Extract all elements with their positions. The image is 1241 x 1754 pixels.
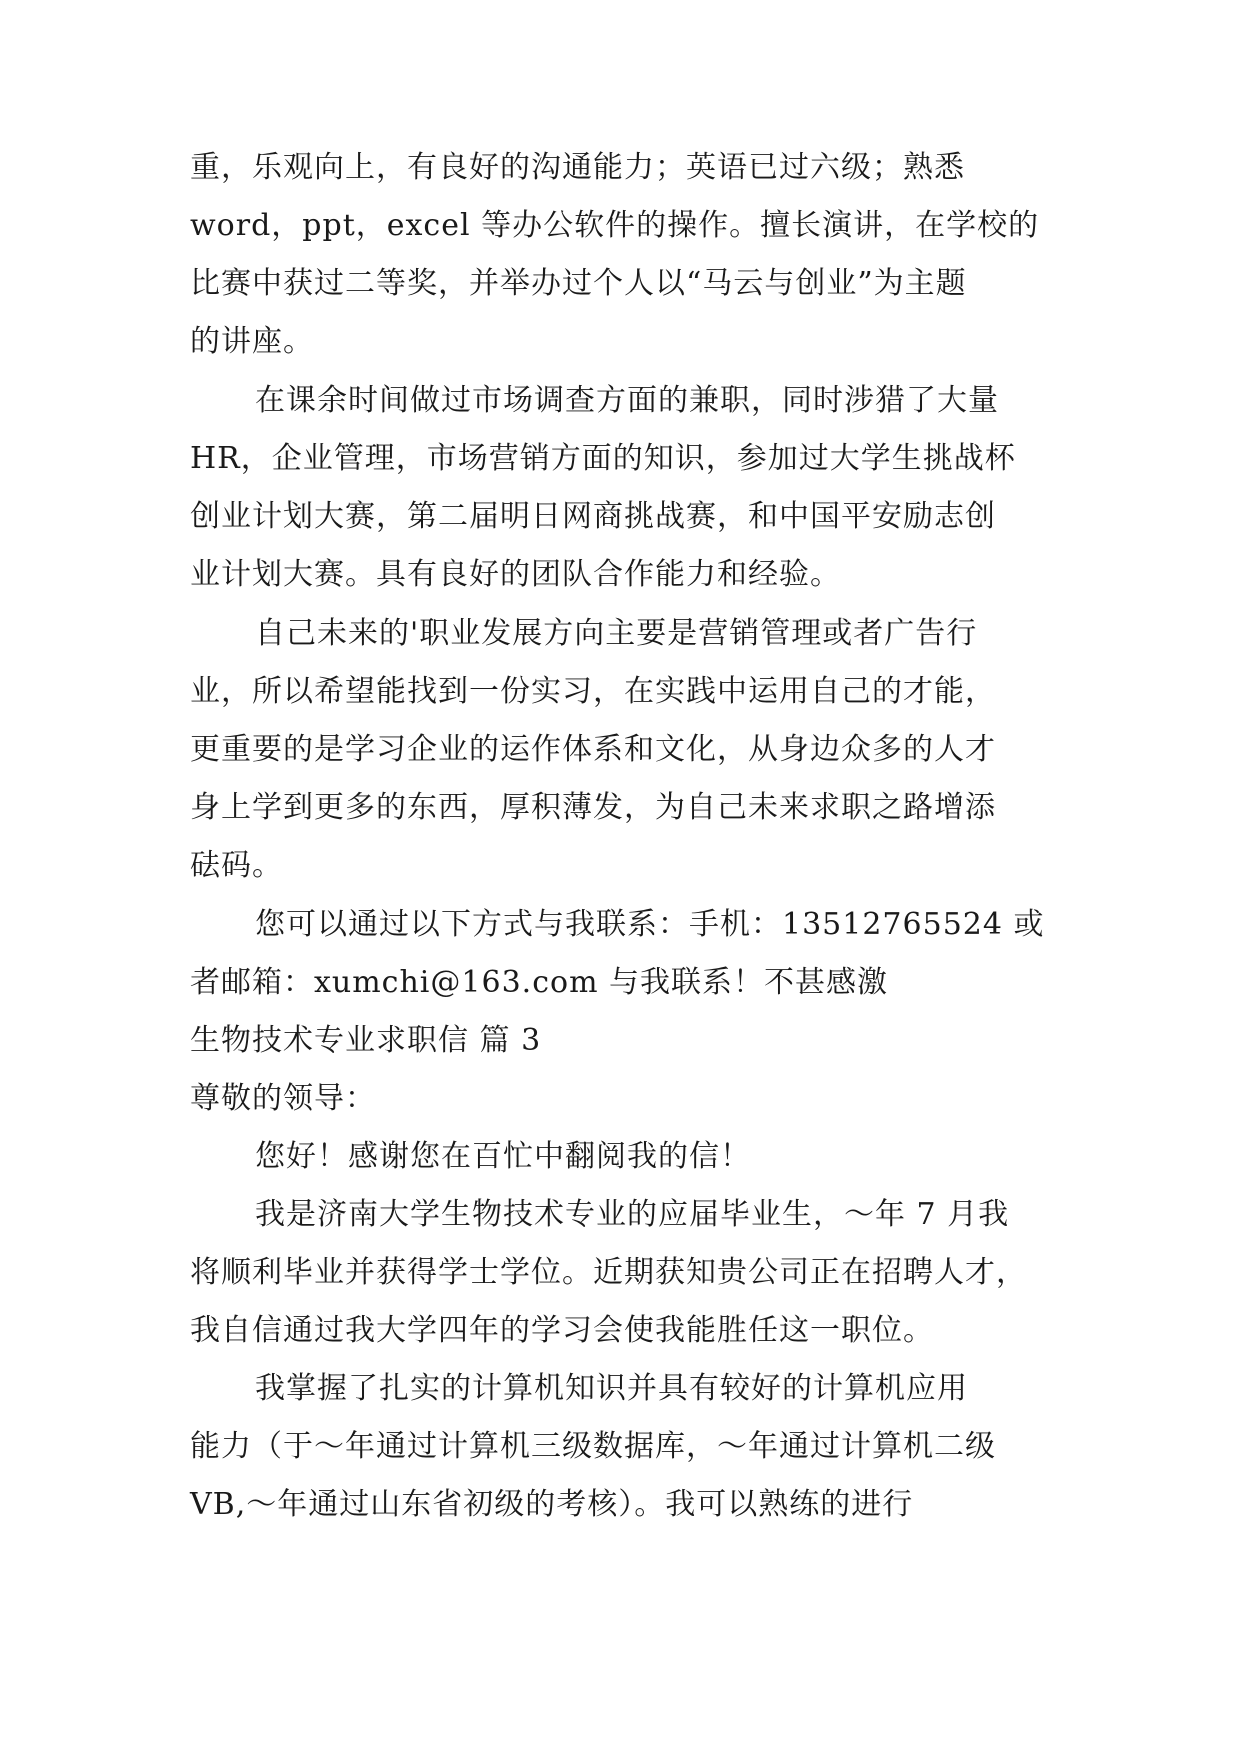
text-line: 将顺利毕业并获得学士学位。近期获知贵公司正在招聘人才， bbox=[190, 1255, 1027, 1290]
text-line: VB,～年通过山东省初级的考核）。我可以熟练的进行 bbox=[190, 1487, 914, 1522]
text-line: 更重要的是学习企业的运作体系和文化，从身边众多的人才 bbox=[190, 732, 996, 767]
text-line: 能力（于～年通过计算机三级数据库，～年通过计算机二级 bbox=[190, 1429, 996, 1464]
text-line: 重，乐观向上，有良好的沟通能力；英语已过六级；熟悉 bbox=[190, 150, 965, 185]
salutation: 尊敬的领导： bbox=[190, 1081, 376, 1116]
text-line: 者邮箱：xumchi@163.com 与我联系！不甚感激 bbox=[190, 965, 889, 1000]
paragraph-start-line: 我是济南大学生物技术专业的应届毕业生，～年 7 月我 bbox=[255, 1197, 1010, 1232]
section-heading: 生物技术专业求职信 篇 3 bbox=[190, 1023, 542, 1058]
paragraph-start-line: 您可以通过以下方式与我联系：手机：13512765524 或 bbox=[255, 907, 1045, 942]
text-line: word，ppt，excel 等办公软件的操作。擅长演讲，在学校的 bbox=[190, 208, 1040, 243]
text-line: 比赛中获过二等奖，并举办过个人以“马云与创业”为主题 bbox=[190, 266, 967, 301]
text-line: 业，所以希望能找到一份实习，在实践中运用自己的才能， bbox=[190, 674, 996, 709]
text-line: 我自信通过我大学四年的学习会使我能胜任这一职位。 bbox=[190, 1313, 934, 1348]
text-line: 业计划大赛。具有良好的团队合作能力和经验。 bbox=[190, 557, 841, 592]
text-line: 砝码。 bbox=[190, 848, 283, 883]
text-line: 创业计划大赛，第二届明日网商挑战赛，和中国平安励志创 bbox=[190, 499, 996, 534]
text-line: 的讲座。 bbox=[190, 324, 314, 359]
greeting-line: 您好！感谢您在百忙中翻阅我的信！ bbox=[255, 1139, 751, 1174]
text-line: HR，企业管理，市场营销方面的知识，参加过大学生挑战杯 bbox=[190, 441, 1016, 476]
text-line: 身上学到更多的东西，厚积薄发，为自己未来求职之路增添 bbox=[190, 790, 996, 825]
paragraph-start-line: 自己未来的'职业发展方向主要是营销管理或者广告行 bbox=[255, 616, 978, 651]
paragraph-start-line: 我掌握了扎实的计算机知识并具有较好的计算机应用 bbox=[255, 1371, 968, 1406]
paragraph-start-line: 在课余时间做过市场调查方面的兼职，同时涉猎了大量 bbox=[255, 383, 999, 418]
